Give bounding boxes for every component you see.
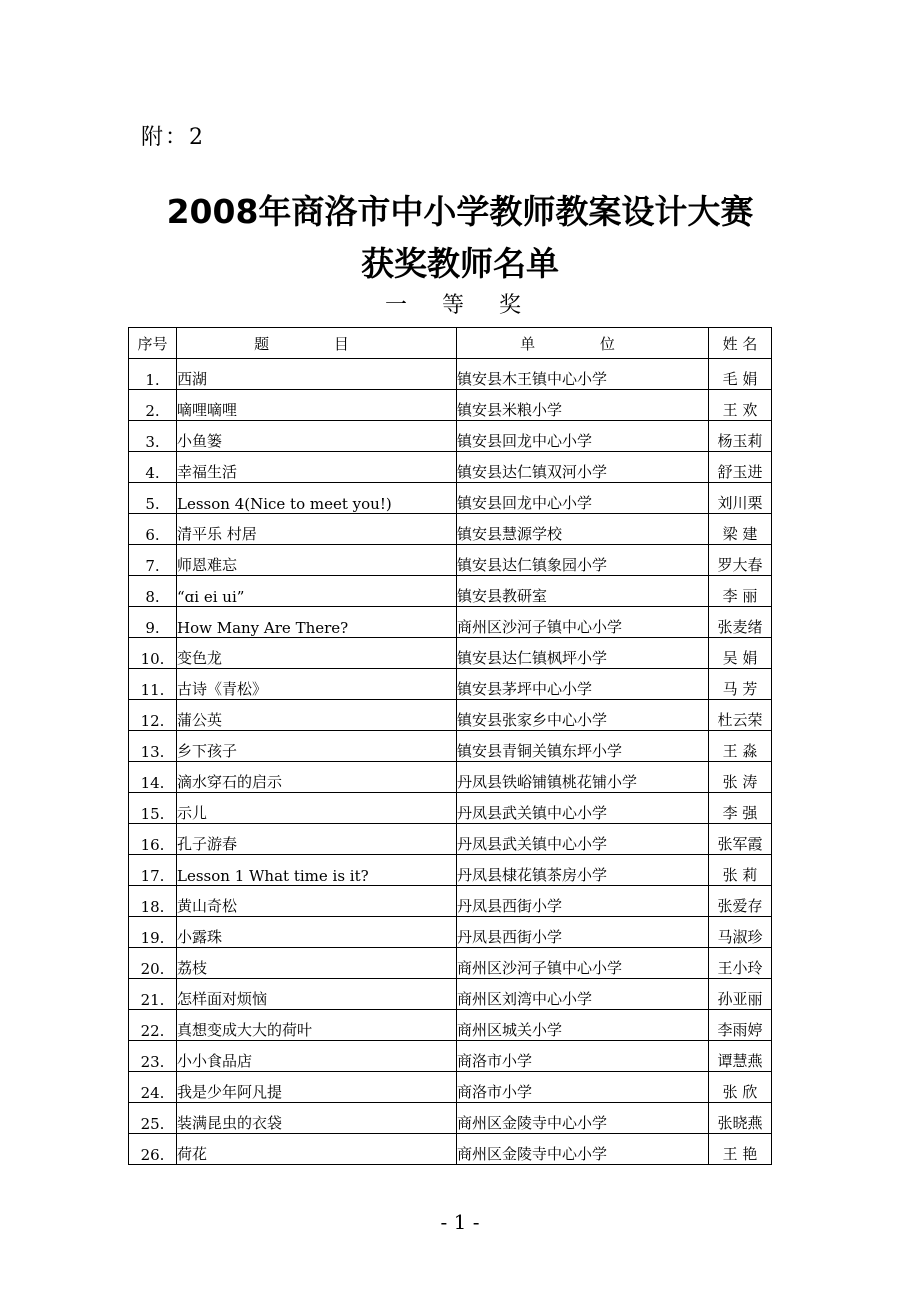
row-topic: 乡下孩子 <box>177 731 457 762</box>
row-topic: 嘀哩嘀哩 <box>177 390 457 421</box>
table-row <box>129 390 772 421</box>
row-teacher-name: 张爱存 <box>709 886 772 917</box>
row-topic: Lesson 1 What time is it? <box>177 855 457 886</box>
row-number: 17. <box>129 855 177 886</box>
row-number: 21. <box>129 979 177 1010</box>
row-number: 11. <box>129 669 177 700</box>
row-unit: 商洛市小学 <box>457 1041 709 1072</box>
table-row <box>129 886 772 917</box>
row-teacher-name: 刘川栗 <box>709 483 772 514</box>
table-row <box>129 824 772 855</box>
column-header-unit: 单 位 <box>457 328 709 359</box>
row-unit: 商州区刘湾中心小学 <box>457 979 709 1010</box>
row-teacher-name: 罗大春 <box>709 545 772 576</box>
table-row <box>129 855 772 886</box>
row-number: 13. <box>129 731 177 762</box>
table-row <box>129 1072 772 1103</box>
row-topic: 西湖 <box>177 359 457 390</box>
row-teacher-name: 谭慧燕 <box>709 1041 772 1072</box>
row-number: 18. <box>129 886 177 917</box>
column-header-topic: 题 目 <box>177 328 457 359</box>
row-number: 9. <box>129 607 177 638</box>
row-topic: 装满昆虫的衣袋 <box>177 1103 457 1134</box>
table-row <box>129 979 772 1010</box>
table-header-row <box>129 328 772 359</box>
table-row <box>129 1134 772 1165</box>
row-unit: 镇安县达仁镇象园小学 <box>457 545 709 576</box>
row-teacher-name: 王 欢 <box>709 390 772 421</box>
row-number: 20. <box>129 948 177 979</box>
table-row <box>129 514 772 545</box>
row-unit: 商洛市小学 <box>457 1072 709 1103</box>
row-teacher-name: 毛 娟 <box>709 359 772 390</box>
row-teacher-name: 梁 建 <box>709 514 772 545</box>
row-unit: 镇安县回龙中心小学 <box>457 483 709 514</box>
row-unit: 丹凤县武关镇中心小学 <box>457 793 709 824</box>
row-teacher-name: 舒玉进 <box>709 452 772 483</box>
row-topic: 蒲公英 <box>177 700 457 731</box>
row-unit: 镇安县达仁镇枫坪小学 <box>457 638 709 669</box>
table-row <box>129 948 772 979</box>
row-topic: 小鱼篓 <box>177 421 457 452</box>
table-row <box>129 1010 772 1041</box>
row-unit: 镇安县达仁镇双河小学 <box>457 452 709 483</box>
row-number: 1. <box>129 359 177 390</box>
row-teacher-name: 杨玉莉 <box>709 421 772 452</box>
row-teacher-name: 张军霞 <box>709 824 772 855</box>
row-teacher-name: 马 芳 <box>709 669 772 700</box>
table-row <box>129 700 772 731</box>
row-topic: 孔子游春 <box>177 824 457 855</box>
column-header-no: 序号 <box>129 328 177 359</box>
table-row <box>129 452 772 483</box>
row-unit: 丹凤县棣花镇茶房小学 <box>457 855 709 886</box>
document-title: 2008年商洛市中小学教师教案设计大赛 <box>166 192 754 231</box>
row-number: 8. <box>129 576 177 607</box>
row-unit: 商州区城关小学 <box>457 1010 709 1041</box>
row-topic: 清平乐 村居 <box>177 514 457 545</box>
row-topic: 师恩难忘 <box>177 545 457 576</box>
table-row <box>129 483 772 514</box>
row-teacher-name: 李雨婷 <box>709 1010 772 1041</box>
row-teacher-name: 吴 娟 <box>709 638 772 669</box>
table-row <box>129 669 772 700</box>
row-topic: 变色龙 <box>177 638 457 669</box>
row-topic: 真想变成大大的荷叶 <box>177 1010 457 1041</box>
row-number: 26. <box>129 1134 177 1165</box>
row-topic: 小露珠 <box>177 917 457 948</box>
row-topic: 示儿 <box>177 793 457 824</box>
award-level-heading: 一 等 奖 <box>385 293 535 318</box>
table-row <box>129 545 772 576</box>
row-unit: 丹凤县武关镇中心小学 <box>457 824 709 855</box>
row-teacher-name: 王 淼 <box>709 731 772 762</box>
table-row <box>129 576 772 607</box>
table-row <box>129 607 772 638</box>
row-number: 10. <box>129 638 177 669</box>
row-topic: 滴水穿石的启示 <box>177 762 457 793</box>
row-number: 19. <box>129 917 177 948</box>
row-number: 15. <box>129 793 177 824</box>
row-topic: How Many Are There? <box>177 607 457 638</box>
row-number: 24. <box>129 1072 177 1103</box>
row-unit: 镇安县茅坪中心小学 <box>457 669 709 700</box>
row-unit: 丹凤县铁峪铺镇桃花铺小学 <box>457 762 709 793</box>
row-unit: 镇安县慧源学校 <box>457 514 709 545</box>
row-number: 25. <box>129 1103 177 1134</box>
row-unit: 镇安县回龙中心小学 <box>457 421 709 452</box>
row-unit: 镇安县教研室 <box>457 576 709 607</box>
table-row <box>129 731 772 762</box>
row-number: 22. <box>129 1010 177 1041</box>
row-unit: 商州区沙河子镇中心小学 <box>457 607 709 638</box>
row-unit: 镇安县青铜关镇东坪小学 <box>457 731 709 762</box>
row-teacher-name: 李 丽 <box>709 576 772 607</box>
row-topic: 幸福生活 <box>177 452 457 483</box>
row-teacher-name: 张 欣 <box>709 1072 772 1103</box>
row-number: 14. <box>129 762 177 793</box>
table-row <box>129 762 772 793</box>
row-teacher-name: 杜云荣 <box>709 700 772 731</box>
row-number: 4. <box>129 452 177 483</box>
row-number: 2. <box>129 390 177 421</box>
row-teacher-name: 王小玲 <box>709 948 772 979</box>
row-number: 7. <box>129 545 177 576</box>
row-unit: 商州区金陵寺中心小学 <box>457 1103 709 1134</box>
row-teacher-name: 张 莉 <box>709 855 772 886</box>
column-header-name: 姓 名 <box>709 328 772 359</box>
row-unit: 丹凤县西街小学 <box>457 917 709 948</box>
row-topic: 小小食品店 <box>177 1041 457 1072</box>
row-teacher-name: 张麦绪 <box>709 607 772 638</box>
row-topic: 荔枝 <box>177 948 457 979</box>
table-row <box>129 359 772 390</box>
row-unit: 商州区沙河子镇中心小学 <box>457 948 709 979</box>
table-row <box>129 917 772 948</box>
row-unit: 镇安县张家乡中心小学 <box>457 700 709 731</box>
row-teacher-name: 马淑珍 <box>709 917 772 948</box>
table-row <box>129 421 772 452</box>
table-row <box>129 1041 772 1072</box>
row-topic: 我是少年阿凡提 <box>177 1072 457 1103</box>
row-topic: 古诗《青松》 <box>177 669 457 700</box>
table-row <box>129 793 772 824</box>
table-row <box>129 638 772 669</box>
row-teacher-name: 张 涛 <box>709 762 772 793</box>
row-unit: 商州区金陵寺中心小学 <box>457 1134 709 1165</box>
row-topic: Lesson 4(Nice to meet you!) <box>177 483 457 514</box>
awards-table <box>128 327 772 1165</box>
row-teacher-name: 张晓燕 <box>709 1103 772 1134</box>
row-number: 6. <box>129 514 177 545</box>
row-number: 12. <box>129 700 177 731</box>
page-number: - 1 - <box>440 1210 480 1234</box>
row-number: 16. <box>129 824 177 855</box>
row-number: 5. <box>129 483 177 514</box>
annex-label: 附：2 <box>141 125 205 150</box>
row-teacher-name: 孙亚丽 <box>709 979 772 1010</box>
row-unit: 镇安县木王镇中心小学 <box>457 359 709 390</box>
row-topic: 黄山奇松 <box>177 886 457 917</box>
row-number: 23. <box>129 1041 177 1072</box>
table-row <box>129 1103 772 1134</box>
row-topic: 怎样面对烦恼 <box>177 979 457 1010</box>
row-unit: 镇安县米粮小学 <box>457 390 709 421</box>
document-subtitle: 获奖教师名单 <box>361 244 559 283</box>
row-unit: 丹凤县西街小学 <box>457 886 709 917</box>
row-number: 3. <box>129 421 177 452</box>
row-teacher-name: 王 艳 <box>709 1134 772 1165</box>
row-topic: 荷花 <box>177 1134 457 1165</box>
row-teacher-name: 李 强 <box>709 793 772 824</box>
row-topic: “ɑi ei ui” <box>177 576 457 607</box>
